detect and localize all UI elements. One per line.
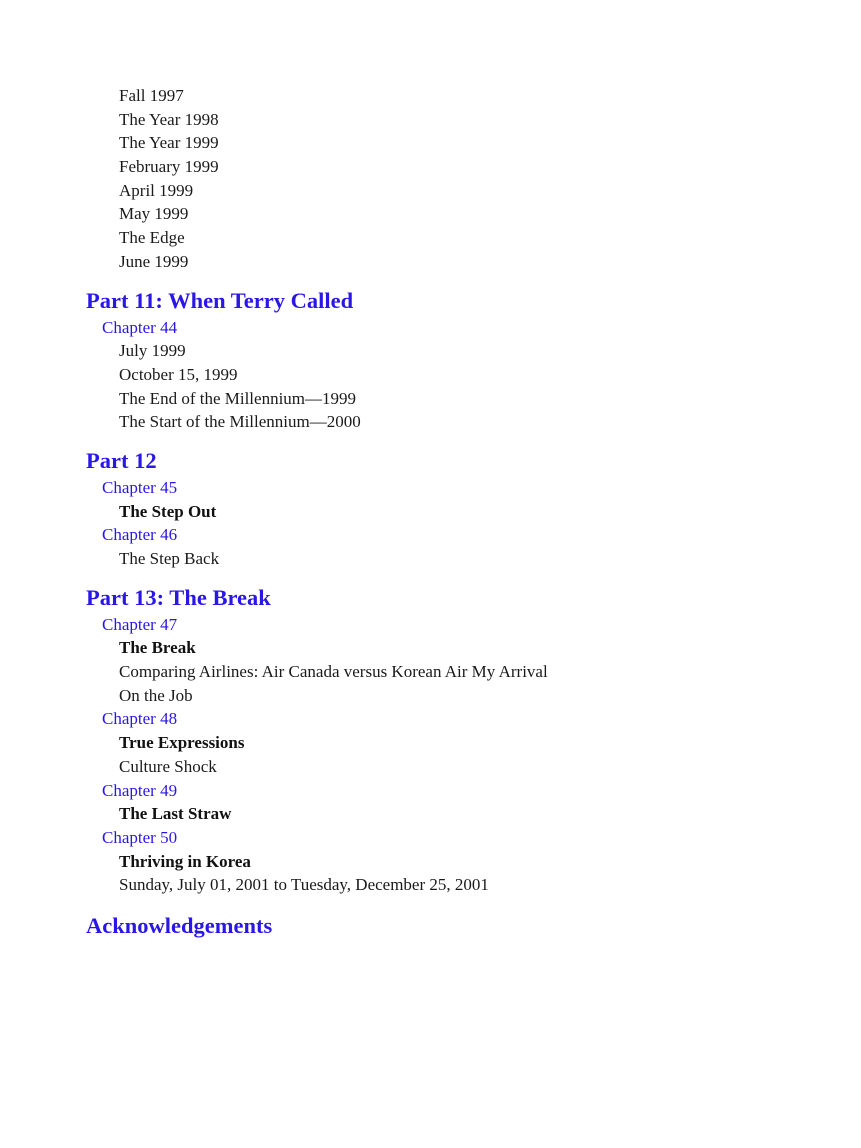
- toc-chapter-48-link[interactable]: Chapter 48: [102, 709, 178, 729]
- toc-section-thriving-in-korea[interactable]: Thriving in Korea: [119, 851, 251, 871]
- toc-part-12-link[interactable]: Part 12: [86, 447, 157, 473]
- toc-section-year-1999[interactable]: The Year 1999: [119, 133, 219, 153]
- toc-section-the-last-straw[interactable]: The Last Straw: [119, 804, 232, 824]
- toc-part-13-link[interactable]: Part 13: The Break: [86, 584, 271, 610]
- toc-acknowledgements-link[interactable]: Acknowledgements: [86, 912, 273, 938]
- toc-section-year-1998[interactable]: The Year 1998: [119, 109, 219, 129]
- toc-section-october-15-1999[interactable]: October 15, 1999: [119, 364, 238, 384]
- toc-section-fall-1997[interactable]: Fall 1997: [119, 86, 184, 105]
- toc-section-start-of-millennium[interactable]: The Start of the Millennium—2000: [119, 412, 361, 432]
- toc-section-may-1999[interactable]: May 1999: [119, 204, 189, 224]
- toc-section-the-break[interactable]: The Break: [119, 638, 196, 658]
- toc-section-july-1999[interactable]: July 1999: [119, 341, 186, 361]
- toc-section-june-1999[interactable]: June 1999: [119, 251, 189, 271]
- toc-section-the-step-back[interactable]: The Step Back: [119, 549, 220, 568]
- toc-section-february-1999[interactable]: February 1999: [119, 157, 219, 177]
- toc-section-true-expressions[interactable]: True Expressions: [119, 733, 245, 753]
- toc-section-date-range-2001[interactable]: Sunday, July 01, 2001 to Tuesday, December 25, 2001: [119, 875, 489, 895]
- toc-section-the-edge[interactable]: The Edge: [119, 228, 185, 248]
- table-of-contents: [86, 84, 826, 941]
- toc-section-culture-shock[interactable]: Culture Shock: [119, 756, 217, 776]
- toc-chapter-46-link[interactable]: Chapter 46: [102, 525, 178, 545]
- toc-section-comparing-airlines[interactable]: Comparing Airlines: Air Canada versus Korean Air My Arrival: [119, 662, 548, 682]
- toc-section-end-of-millennium[interactable]: The End of the Millennium—1999: [119, 388, 357, 408]
- toc-chapter-44-link[interactable]: Chapter 44: [102, 317, 178, 337]
- toc-chapter-50-link[interactable]: Chapter 50: [102, 827, 178, 847]
- toc-section-the-step-out[interactable]: The Step Out: [119, 501, 217, 521]
- toc-part-11-link[interactable]: Part 11: When Terry Called: [86, 287, 354, 313]
- toc-chapter-45-link[interactable]: Chapter 45: [102, 477, 178, 497]
- toc-chapter-47-link[interactable]: Chapter 47: [102, 614, 178, 634]
- toc-chapter-49-link[interactable]: Chapter 49: [102, 780, 178, 800]
- toc-section-april-1999[interactable]: April 1999: [119, 180, 194, 200]
- toc-section-on-the-job[interactable]: On the Job: [119, 685, 193, 705]
